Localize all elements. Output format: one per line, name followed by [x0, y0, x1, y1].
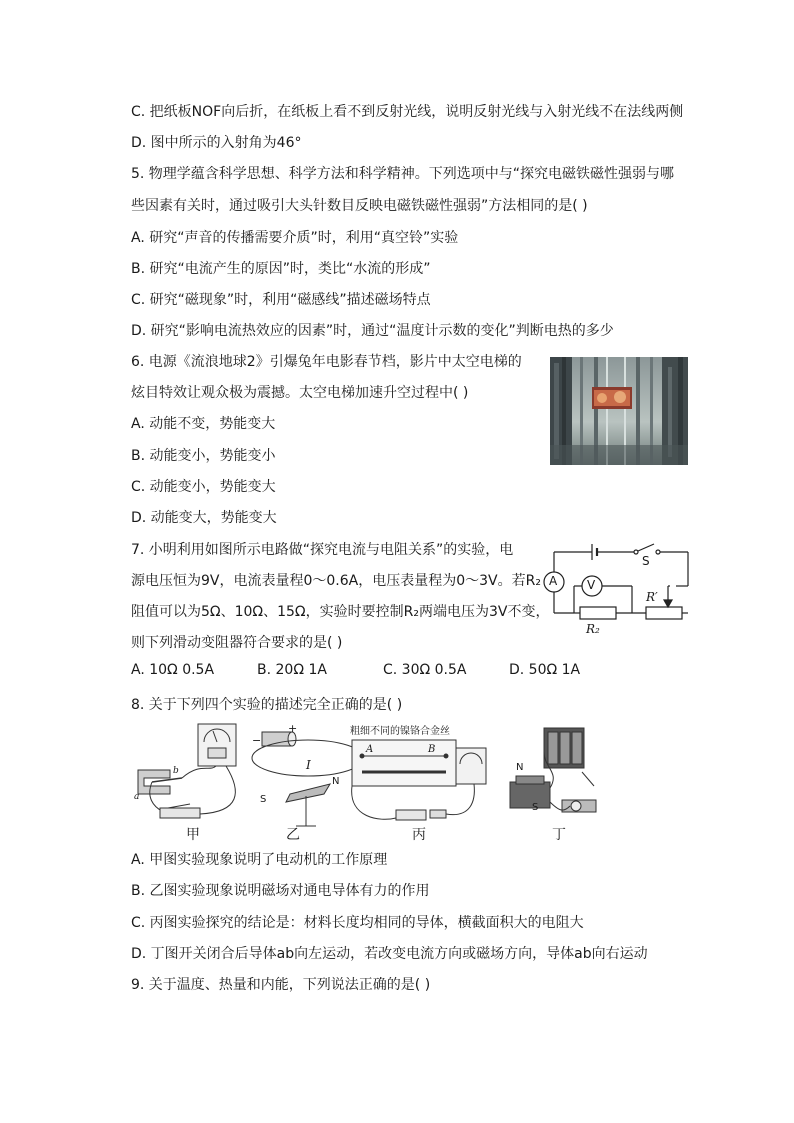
- fig-yi-current-label: I: [306, 758, 311, 772]
- ammeter-label: A: [549, 574, 558, 588]
- rheostat-label: R′: [646, 590, 658, 604]
- q8-stem: 8. 关于下列四个实验的描述完全正确的是( ): [131, 697, 403, 713]
- q4-option-c: C. 把纸板NOF向后折，在纸板上看不到反射光线，说明反射光线与入射光线不在法线两侧: [131, 104, 684, 120]
- q8-experiments-figure: [130, 722, 608, 844]
- fig-ding-north-label: N: [516, 762, 524, 773]
- resistor-r2-label: R₂: [586, 622, 600, 636]
- fig-bing-a-label: A: [366, 744, 374, 755]
- fig-yi-caption: 乙: [286, 827, 300, 843]
- experiment-jia-apparatus: [138, 724, 236, 818]
- fig-bing-caption: 丙: [412, 827, 426, 843]
- q8-option-b: B. 乙图实验现象说明磁场对通电导体有力的作用: [131, 883, 430, 899]
- q7-option-d: D. 50Ω 1A: [509, 662, 581, 678]
- rheostat-slider-arrow: [664, 600, 672, 607]
- fig-yi-south-label: S: [260, 794, 267, 805]
- q6-option-d: D. 动能变大，势能变大: [131, 510, 277, 526]
- q8-option-c: C. 丙图实验探究的结论是：材料长度均相同的导体，横截面积大的电阻大: [131, 915, 584, 931]
- fig-jia-a-label: a: [134, 792, 140, 802]
- q7-option-a: A. 10Ω 0.5A: [131, 662, 215, 678]
- switch-pivot: [634, 550, 638, 554]
- fig-bing-b-label: B: [428, 744, 436, 755]
- resistor-r2: [580, 607, 616, 619]
- q5-option-d: D. 研究“影响电流热效应的因素”时，通过“温度计示数的变化”判断电热的多少: [131, 323, 614, 339]
- q8-option-d: D. 丁图开关闭合后导体ab向左运动，若改变电流方向或磁场方向，导体ab向右运动: [131, 946, 648, 962]
- q6-option-c: C. 动能变小，势能变大: [131, 479, 276, 495]
- q7-option-c: C. 30Ω 0.5A: [383, 662, 467, 678]
- fig-yi-plus-label: +: [288, 722, 298, 735]
- q6-stem-line1: 6. 电源《流浪地球2》引爆兔年电影春节档，影片中太空电梯的: [131, 354, 522, 370]
- q7-stem-line3: 阻值可以为5Ω、10Ω、15Ω，实验时要控制R₂两端电压为3V不变，: [131, 604, 550, 620]
- voltmeter-label: V: [587, 578, 596, 592]
- fig-yi-north-label: N: [332, 776, 340, 787]
- q4-option-d: D. 图中所示的入射角为46°: [131, 135, 302, 151]
- fig-yi-minus-label: −: [252, 734, 262, 747]
- q6-stem-line2: 炫目特效让观众极为震撼。太空电梯加速升空过程中( ): [131, 385, 469, 401]
- q7-stem-line1: 7. 小明利用如图所示电路做“探究电流与电阻关系”的实验，电: [131, 542, 514, 558]
- q5-option-c: C. 研究“磁现象”时，利用“磁感线”描述磁场特点: [131, 292, 431, 308]
- q5-option-a: A. 研究“声音的传播需要介质”时，利用“真空铃”实验: [131, 230, 459, 246]
- fig-ding-south-label: S: [532, 802, 539, 813]
- fig-ding-caption: 丁: [552, 827, 566, 843]
- switch-label: S: [642, 554, 650, 568]
- q5-option-b: B. 研究“电流产生的原因”时，类比“水流的形成”: [131, 261, 431, 277]
- q7-option-b: B. 20Ω 1A: [257, 662, 327, 678]
- switch-blade: [638, 544, 654, 551]
- space-elevator-photo: [550, 357, 688, 465]
- q8-option-a: A. 甲图实验现象说明了电动机的工作原理: [131, 852, 388, 868]
- q5-stem-line2: 些因素有关时，通过吸引大头针数目反映电磁铁磁性强弱”方法相同的是( ): [131, 198, 588, 214]
- rheostat-symbol: [646, 607, 682, 619]
- fig-bing-title: 粗细不同的镍铬合金丝: [350, 726, 450, 737]
- q7-circuit-diagram: [536, 540, 692, 640]
- q6-option-a: A. 动能不变，势能变大: [131, 416, 276, 432]
- q7-stem-line4: 则下列滑动变阻器符合要求的是( ): [131, 635, 343, 651]
- q6-option-b: B. 动能变小，势能变小: [131, 448, 276, 464]
- q7-options: [131, 662, 611, 684]
- fig-jia-b-label: b: [173, 766, 179, 776]
- experiment-yi-apparatus: [252, 732, 364, 826]
- fig-jia-caption: 甲: [186, 827, 200, 843]
- q9-stem: 9. 关于温度、热量和内能，下列说法正确的是( ): [131, 977, 431, 993]
- q7-stem-line2: 源电压恒为9V，电流表量程0～0.6A，电压表量程为0～3V。若R₂: [131, 573, 541, 589]
- q5-stem-line1: 5. 物理学蕴含科学思想、科学方法和科学精神。下列选项中与“探究电磁铁磁性强弱与哪: [131, 166, 675, 182]
